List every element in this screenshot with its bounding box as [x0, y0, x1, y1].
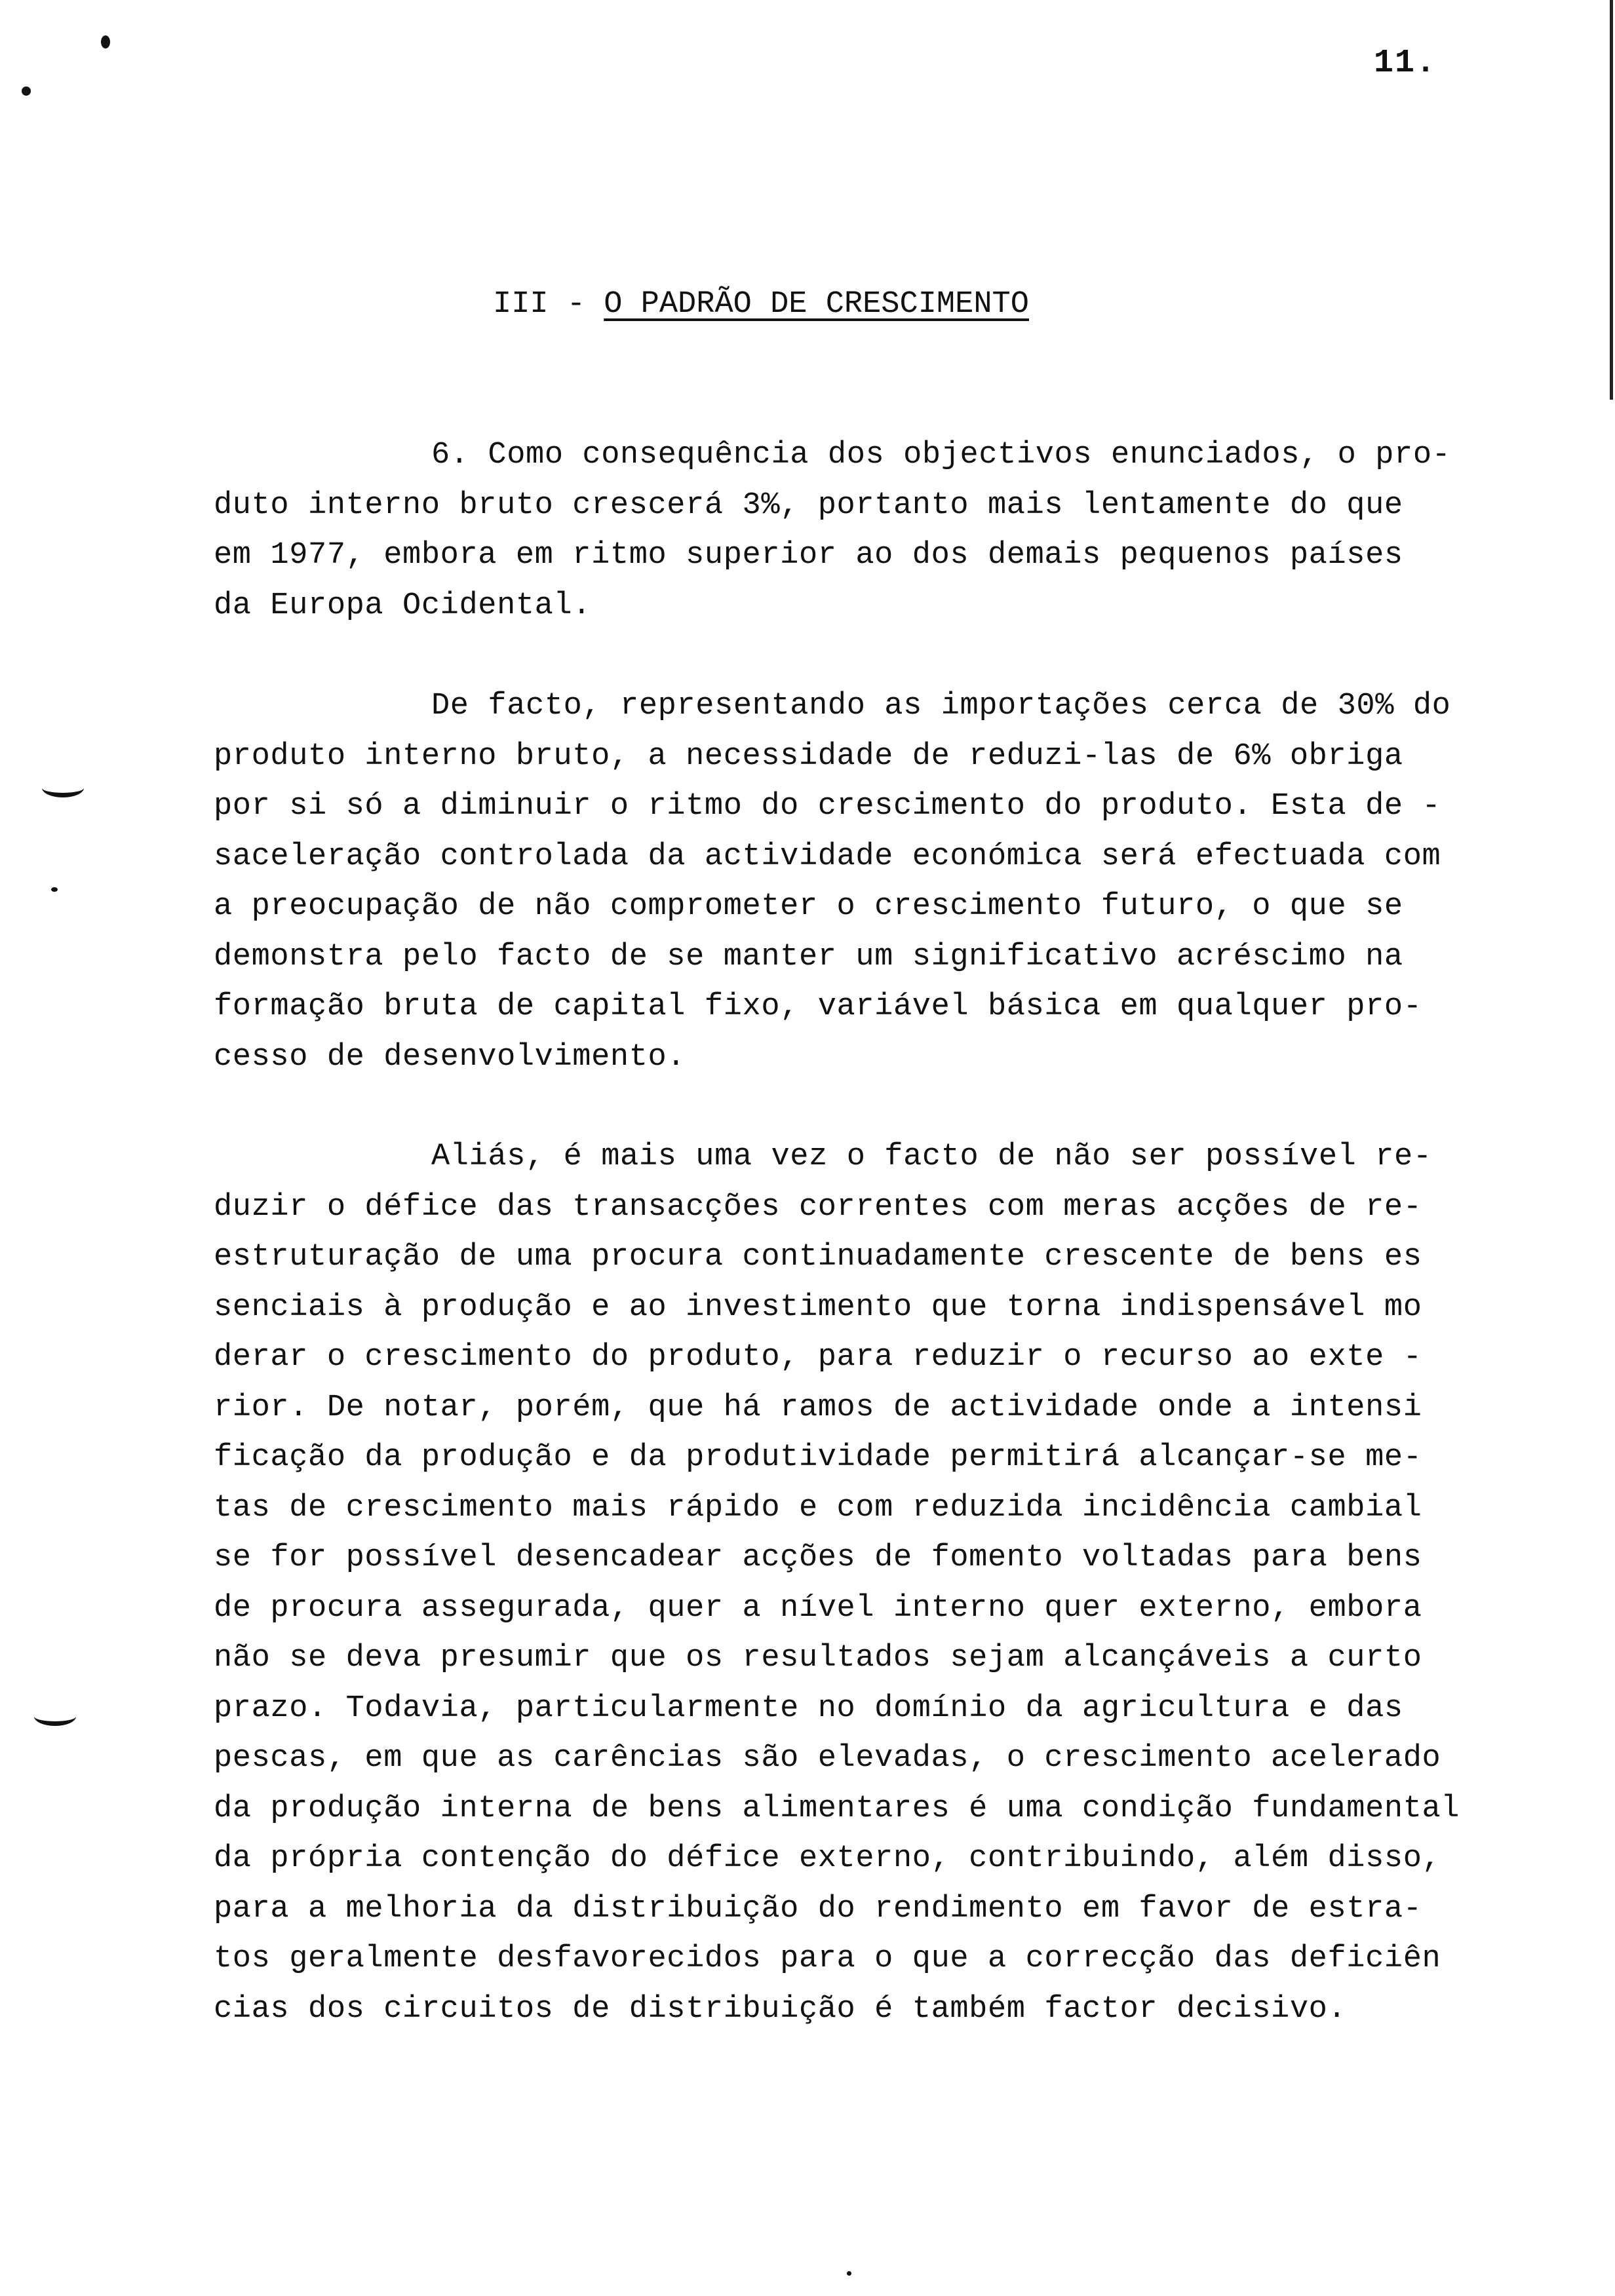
text-line: ficação da produção e da produtividade permitirá alcançar-se me-: [214, 1440, 1422, 1475]
text-line: pescas, em que as carências são elevadas, o crescimento acelerado: [214, 1741, 1441, 1776]
text-line: da Europa Ocidental.: [214, 588, 592, 623]
text-line: senciais à produção e ao investimento que torna indispensável mo: [214, 1290, 1422, 1325]
text-line: 6. Como consequência dos objectivos enunciados, o pro-: [431, 438, 1451, 472]
page-number: 11.: [1374, 45, 1437, 82]
ink-speck: [22, 86, 31, 96]
text-line: derar o crescimento do produto, para reduzir o recurso ao exte -: [214, 1340, 1422, 1375]
text-line: formação bruta de capital fixo, variável básica em qualquer pro-: [214, 989, 1422, 1024]
text-line: em 1977, embora em ritmo superior ao dos demais pequenos países: [214, 538, 1403, 573]
binder-hole-mark: [42, 778, 84, 797]
text-line: da própria contenção do défice externo, contribuindo, além disso,: [214, 1841, 1441, 1876]
ink-speck: [51, 887, 58, 892]
ink-speck: [847, 2271, 851, 2276]
page-edge-shadow: [1610, 0, 1613, 400]
text-line: tos geralmente desfavorecidos para o que a correcção das deficiên: [214, 1942, 1441, 1976]
text-line: não se deva presumir que os resultados sejam alcançáveis a curto: [214, 1641, 1422, 1675]
text-line: Aliás, é mais uma vez o facto de não ser possível re-: [431, 1139, 1432, 1174]
text-line: a preocupação de não comprometer o crescimento futuro, o que se: [214, 889, 1403, 924]
text-line: duzir o défice das transacções correntes com meras acções de re-: [214, 1190, 1422, 1225]
text-line: De facto, representando as importações cerca de 30% do: [431, 689, 1451, 723]
text-line: prazo. Todavia, particularmente no domínio da agricultura e das: [214, 1691, 1403, 1726]
binder-hole-mark: [34, 1707, 76, 1726]
text-line: tas de crescimento mais rápido e com reduzida incidência cambial: [214, 1491, 1422, 1525]
text-line: duto interno bruto crescerá 3%, portanto mais lentamente do que: [214, 488, 1403, 523]
text-line: cesso de desenvolvimento.: [214, 1040, 686, 1075]
text-line: se for possível desencadear acções de fomento voltadas para bens: [214, 1540, 1422, 1575]
text-line: demonstra pelo facto de se manter um significativo acréscimo na: [214, 940, 1403, 974]
text-line: de procura assegurada, quer a nível interno quer externo, embora: [214, 1591, 1422, 1626]
text-line: saceleração controlada da actividade económica será efectuada com: [214, 839, 1441, 874]
text-line: para a melhoria da distribuição do rendimento em favor de estra-: [214, 1892, 1422, 1926]
section-number: III -: [493, 287, 604, 322]
text-line: da produção interna de bens alimentares é uma condição fundamental: [214, 1791, 1460, 1826]
text-line: rior. De notar, porém, que há ramos de actividade onde a intensi: [214, 1390, 1422, 1425]
text-line: por si só a diminuir o ritmo do crescimento do produto. Esta de -: [214, 789, 1441, 824]
text-line: cias dos circuitos de distribuição é também factor decisivo.: [214, 1992, 1347, 2027]
ink-speck: [101, 35, 110, 48]
text-line: produto interno bruto, a necessidade de reduzi-las de 6% obriga: [214, 739, 1403, 774]
section-title: O PADRÃO DE CRESCIMENTO: [604, 287, 1029, 322]
text-line: estruturação de uma procura continuadamente crescente de bens es: [214, 1240, 1422, 1274]
section-heading: [493, 287, 1029, 322]
